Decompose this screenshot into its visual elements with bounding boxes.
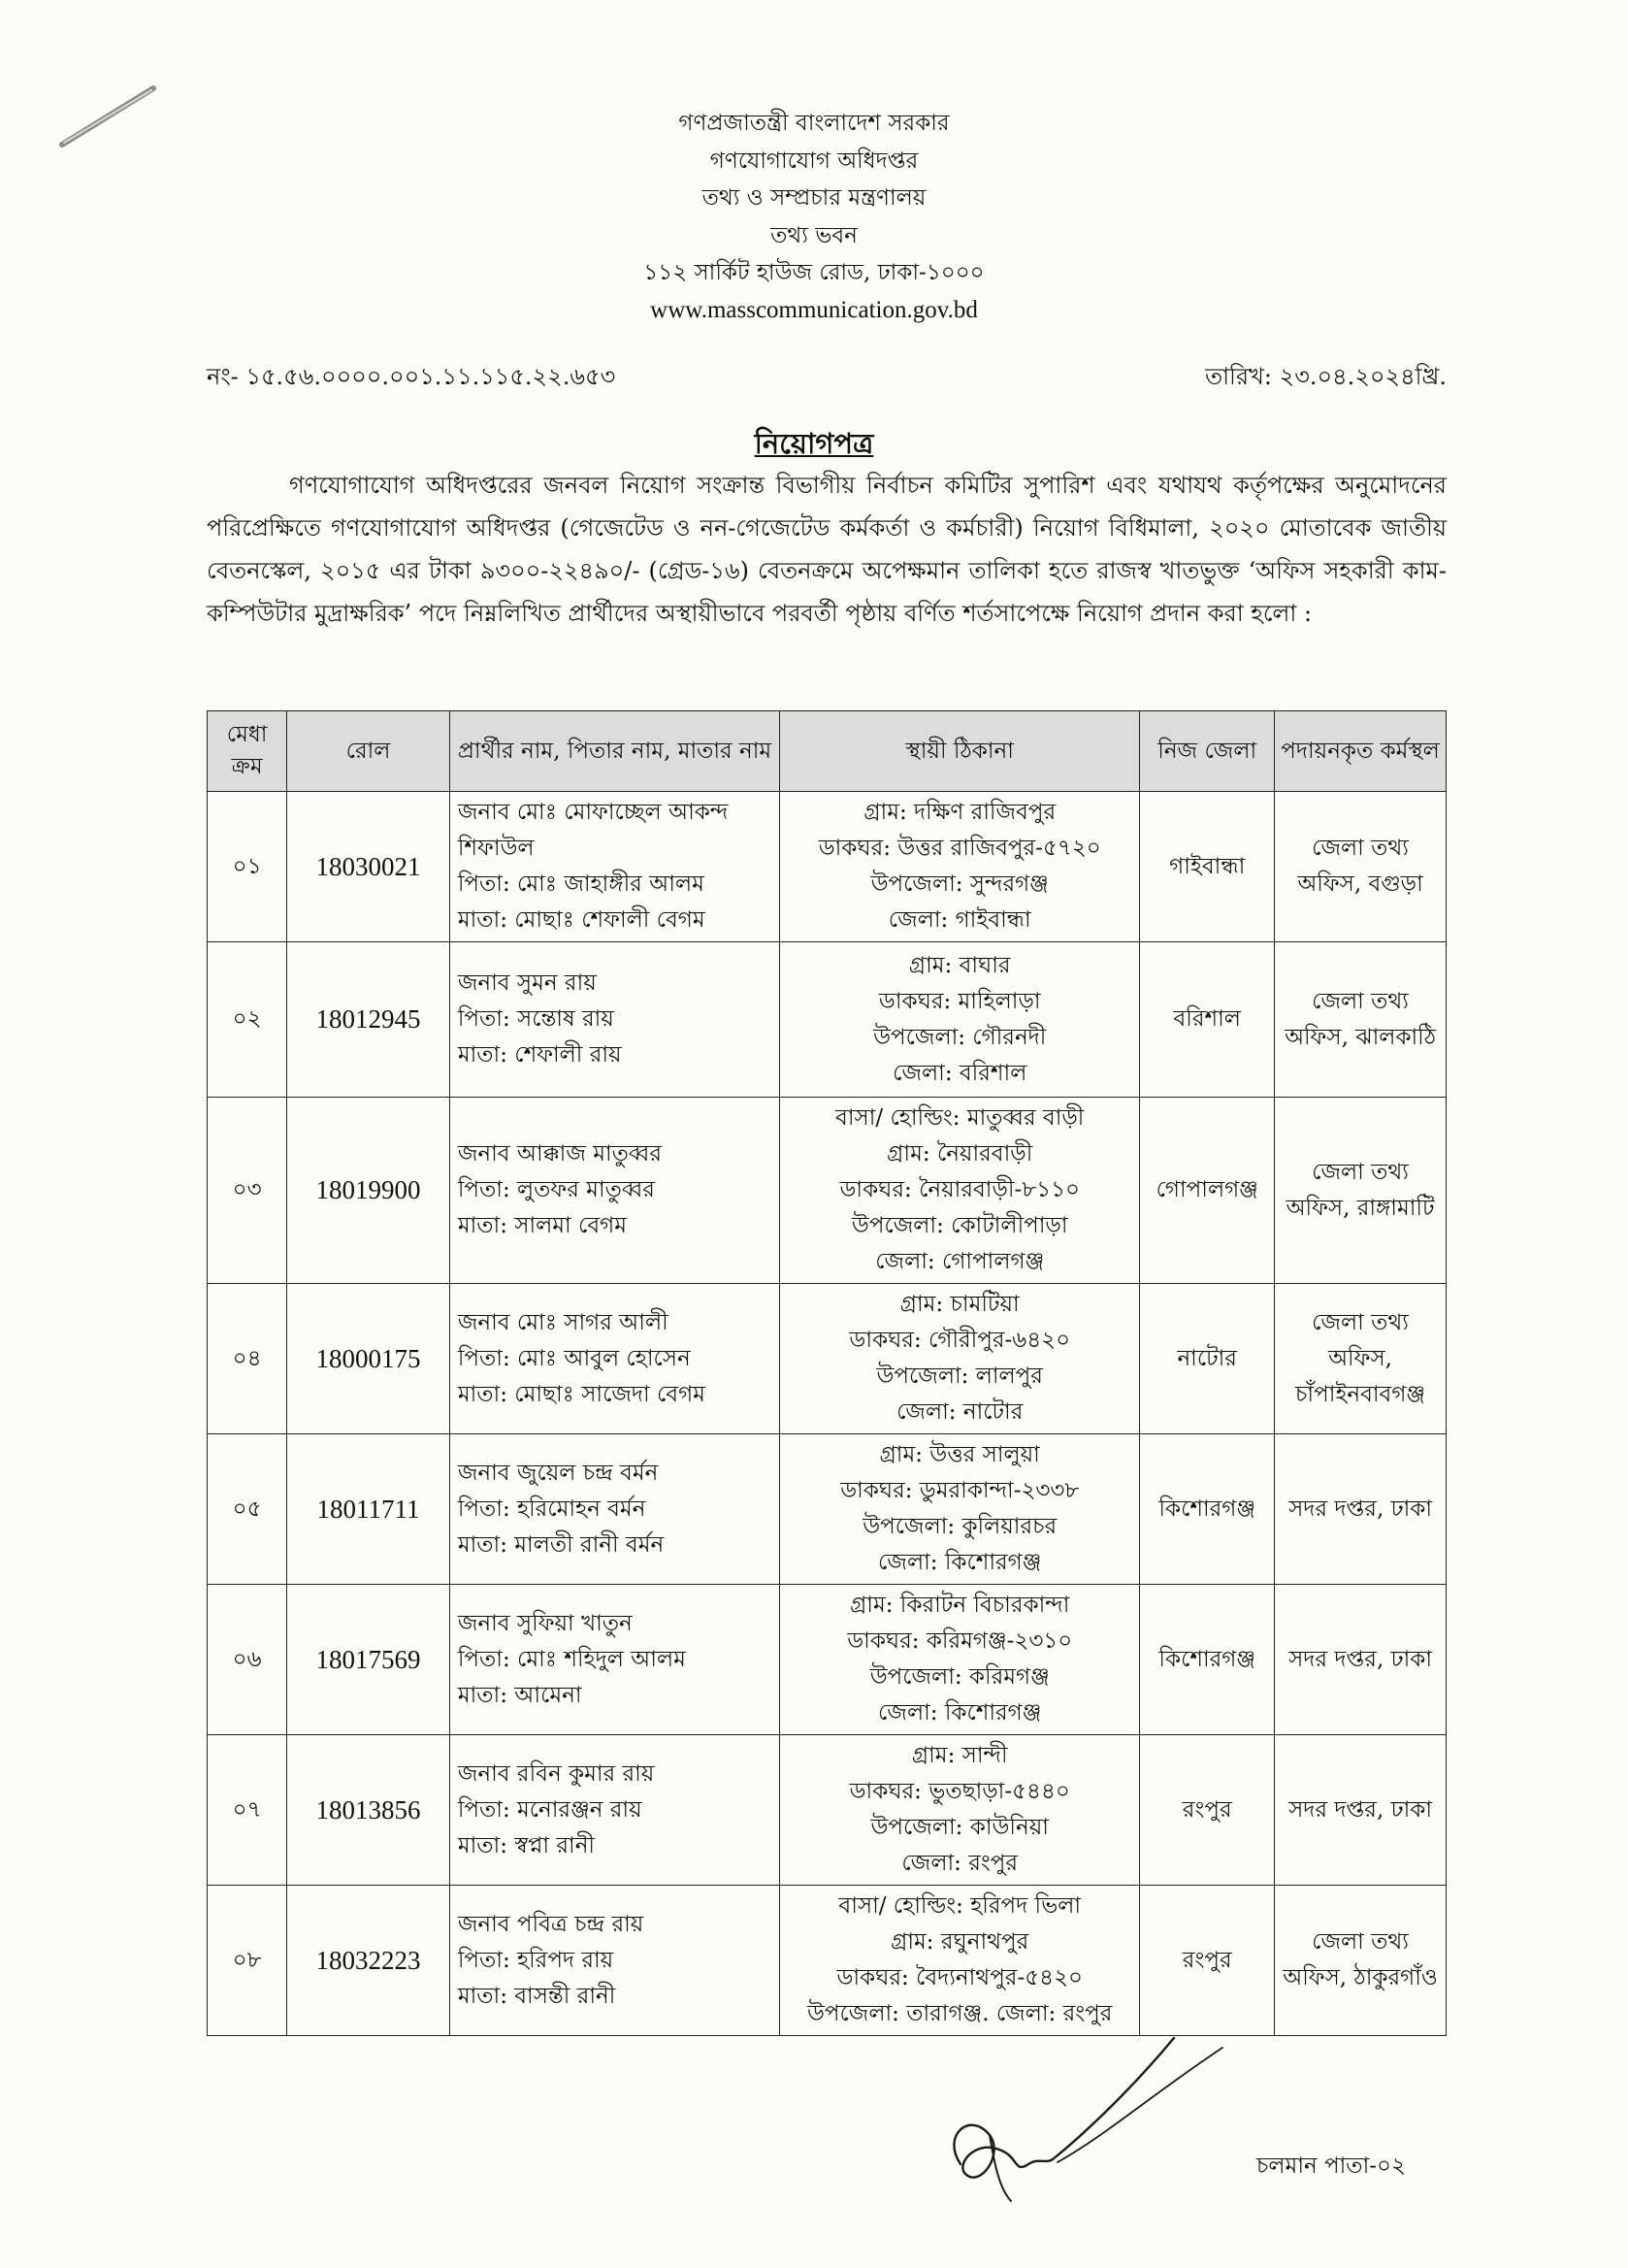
cell-posting: জেলা তথ্য অফিস, চাঁপাইনবাবগঞ্জ xyxy=(1275,1284,1447,1434)
address-line: উপজেলা: লালপুর xyxy=(876,1364,1043,1389)
candidate-line: জনাব আক্কাজ মাতুব্বর xyxy=(457,1141,662,1167)
candidate-line: পিতা: মোঃ শহিদুল আলম xyxy=(457,1646,686,1672)
reference-row xyxy=(207,359,1447,398)
address-line: ডাকঘর: নৈয়ারবাড়ী-৮১১০ xyxy=(839,1177,1080,1202)
address-line: গ্রাম: নৈয়ারবাড়ী xyxy=(887,1141,1033,1167)
address-line: জেলা: নাটোর xyxy=(896,1399,1024,1425)
table-row xyxy=(208,1098,1447,1284)
cell-roll: 18019900 xyxy=(287,1098,450,1284)
address-line: জেলা: গোপালগঞ্জ xyxy=(875,1249,1045,1274)
cell-roll: 18017569 xyxy=(287,1585,450,1735)
letterhead-building: তথ্য ভবন xyxy=(770,222,858,248)
candidate-line: পিতা: হরিপদ রায় xyxy=(457,1947,614,1973)
candidate-line: মাতা: সালমা বেগম xyxy=(457,1213,627,1238)
cell-candidate xyxy=(449,1886,779,2036)
address-line: ডাকঘর: বৈদ্যনাথপুর-৫৪২০ xyxy=(836,1965,1083,1990)
address-line: ডাকঘর: করিমগঞ্জ-২৩১০ xyxy=(847,1628,1073,1654)
cell-home-district: বরিশাল xyxy=(1140,942,1275,1098)
cell-candidate xyxy=(449,1434,779,1585)
header-merit: মেধা ক্রম xyxy=(208,711,287,792)
cell-posting: সদর দপ্তর, ঢাকা xyxy=(1275,1585,1447,1735)
address-line: উপজেলা: কোটালীপাড়া xyxy=(851,1213,1068,1238)
address-line: গ্রাম: কিরাটন বিচারকান্দা xyxy=(850,1593,1070,1618)
cell-candidate xyxy=(449,1284,779,1434)
candidate-line: পিতা: লুতফর মাতুব্বর xyxy=(457,1177,655,1202)
cell-candidate xyxy=(449,942,779,1098)
header-address: স্থায়ী ঠিকানা xyxy=(780,711,1140,792)
intro-paragraph: গণযোগাযোগ অধিদপ্তরের জনবল নিয়োগ সংক্রান্ত বিভাগীয় নির্বাচন কমিটির সুপারিশ এবং যথাযথ কর্তৃপক্ষের অনুমোদনের পরিপ্রেক্ষিতে গণযোগাযোগ অধিদপ্তর (গেজেটেড ও নন-গেজেটেড কর্মকর্তা ও কর্মচারী) নিয়োগ বিধিমালা, ২০২০ মোতাবেক জাতীয় বেতনস্কেল, ২০১৫ এর টাকা ৯৩০০-২২৪৯০/- (গ্রেড-১৬) বেতনক্রমে অপেক্ষমান তালিকা হতে রাজস্ব খাতভুক্ত ‘অফিস সহকারী কাম-কম্পিউটার মুদ্রাক্ষরিক’ পদে নিম্নলিখিত প্রার্থীদের অস্থায়ীভাবে পরবর্তী পৃষ্ঠায় বর্ণিত শর্তসাপেক্ষে নিয়োগ প্রদান করা হলো : xyxy=(207,472,1447,627)
cell-candidate xyxy=(449,1585,779,1735)
candidate-line: পিতা: সন্তোষ রায় xyxy=(457,1006,614,1032)
cell-roll: 18030021 xyxy=(287,792,450,942)
candidate-line: পিতা: মোঃ জাহাঙ্গীর আলম xyxy=(457,871,704,897)
candidate-line: পিতা: মনোরঞ্জন রায় xyxy=(457,1796,642,1823)
candidate-line: জনাব পবিত্র চন্দ্র রায় xyxy=(457,1911,644,1937)
cell-address xyxy=(780,942,1140,1098)
header-district: নিজ জেলা xyxy=(1140,711,1275,792)
address-line: জেলা: কিশোরগঞ্জ xyxy=(878,1550,1042,1575)
document-title: নিয়োগপত্র xyxy=(754,427,874,460)
cell-posting: জেলা তথ্য অফিস, বগুড়া xyxy=(1275,792,1447,942)
table-row xyxy=(208,942,1447,1098)
cell-posting: সদর দপ্তর, ঢাকা xyxy=(1275,1434,1447,1585)
memo-date: তারিখ: ২৩.০৪.২০২৪খ্রি. xyxy=(1205,363,1447,390)
address-line: উপজেলা: করিমগঞ্জ xyxy=(869,1664,1050,1690)
address-line: গ্রাম: সান্দী xyxy=(911,1743,1008,1768)
cell-address xyxy=(780,1434,1140,1585)
memo-number: নং- ১৫.৫৬.০০০০.০০১.১১.১১৫.২২.৬৫৩ xyxy=(207,363,616,390)
cell-address xyxy=(780,1284,1140,1434)
cell-posting: জেলা তথ্য অফিস, রাঙ্গামাটি xyxy=(1275,1098,1447,1284)
cell-address xyxy=(780,792,1140,942)
cell-address xyxy=(780,1098,1140,1284)
candidate-line: জনাব সুমন রায় xyxy=(457,970,597,996)
address-line: উপজেলা: তারাগঞ্জ. জেলা: রংপুর xyxy=(807,2001,1113,2026)
candidate-line: মাতা: শেফালী রায় xyxy=(457,1042,622,1068)
address-line: জেলা: রংপুর xyxy=(901,1851,1019,1876)
address-line: গ্রাম: বাঘার xyxy=(908,952,1011,978)
letterhead-ministry: তথ্য ও সম্প্রচার মন্ত্রণালয় xyxy=(701,185,927,211)
cell-merit: ০৪ xyxy=(208,1284,287,1434)
continued-page-note: চলমান পাতা-০২ xyxy=(1256,2153,1406,2179)
cell-address xyxy=(780,1735,1140,1886)
header-posting: পদায়নকৃত কর্মস্থল xyxy=(1275,711,1447,792)
letterhead-government: গণপ্রজাতন্ত্রী বাংলাদেশ সরকার xyxy=(678,111,950,136)
header-roll: রোল xyxy=(287,711,450,792)
address-line: ডাকঘর: মাহিলাড়া xyxy=(878,988,1041,1014)
table-row xyxy=(208,1434,1447,1585)
address-line: উপজেলা: কাউনিয়া xyxy=(870,1815,1049,1840)
address-line: ডাকঘর: গৌরীপুর-৬৪২০ xyxy=(849,1328,1071,1353)
cell-home-district: রংপুর xyxy=(1140,1886,1275,2036)
candidate-line: মাতা: স্বপ্না রানী xyxy=(457,1832,595,1858)
address-line: জেলা: বরিশাল xyxy=(893,1060,1027,1086)
cell-candidate xyxy=(449,1098,779,1284)
table-row xyxy=(208,1585,1447,1735)
cell-merit: ০৮ xyxy=(208,1886,287,2036)
cell-posting: জেলা তথ্য অফিস, ঝালকাঠি xyxy=(1275,942,1447,1098)
candidate-line: পিতা: মোঃ আবুল হোসেন xyxy=(457,1345,691,1371)
candidate-line: মাতা: মোছাঃ সাজেদা বেগম xyxy=(457,1381,705,1407)
letterhead-department: গণযোগাযোগ অধিদপ্তর xyxy=(709,148,919,174)
address-line: গ্রাম: রঘুনাথপুর xyxy=(891,1929,1029,1955)
candidate-line: মাতা: মালতী রানী বর্মন xyxy=(457,1531,665,1558)
appointment-table xyxy=(207,710,1447,2036)
candidate-line: মাতা: মোছাঃ শেফালী বেগম xyxy=(457,907,705,933)
candidate-line: জনাব মোঃ মোফাচ্ছেল আকন্দ শিফাউল xyxy=(457,800,729,861)
address-line: গ্রাম: উত্তর সালুয়া xyxy=(879,1442,1040,1467)
address-line: বাসা/ হোল্ডিং: হরিপদ ভিলা xyxy=(838,1893,1082,1919)
cell-posting: সদর দপ্তর, ঢাকা xyxy=(1275,1735,1447,1886)
signature-graphic xyxy=(931,2019,1242,2213)
cell-home-district: নাটোর xyxy=(1140,1284,1275,1434)
candidate-line: পিতা: হরিমোহন বর্মন xyxy=(457,1496,646,1522)
cell-home-district: রংপুর xyxy=(1140,1735,1275,1886)
cell-merit: ০৩ xyxy=(208,1098,287,1284)
address-line: উপজেলা: সুন্দরগঞ্জ xyxy=(870,871,1049,897)
address-line: ডাকঘর: ভুতছাড়া-৫৪৪০ xyxy=(849,1779,1070,1804)
candidate-line: জনাব মোঃ সাগর আলী xyxy=(457,1309,668,1335)
cell-address xyxy=(780,1886,1140,2036)
cell-roll: 18012945 xyxy=(287,942,450,1098)
cell-candidate xyxy=(449,1735,779,1886)
cell-home-district: কিশোরগঞ্জ xyxy=(1140,1434,1275,1585)
cell-merit: ০১ xyxy=(208,792,287,942)
address-line: উপজেলা: কুলিয়ারচর xyxy=(863,1514,1058,1539)
address-line: জেলা: কিশোরগঞ্জ xyxy=(878,1700,1042,1726)
address-line: গ্রাম: দক্ষিণ রাজিবপুর xyxy=(863,800,1057,825)
cell-posting: জেলা তথ্য অফিস, ঠাকুরগাঁও xyxy=(1275,1886,1447,2036)
cell-home-district: কিশোরগঞ্জ xyxy=(1140,1585,1275,1735)
address-line: জেলা: গাইবান্ধা xyxy=(888,907,1031,933)
address-line: ডাকঘর: উত্তর রাজিবপুর-৫৭২০ xyxy=(818,836,1101,861)
cell-merit: ০৬ xyxy=(208,1585,287,1735)
cell-roll: 18011711 xyxy=(287,1434,450,1585)
candidate-line: মাতা: বাসন্তী রানী xyxy=(457,1983,616,2009)
cell-home-district: গোপালগঞ্জ xyxy=(1140,1098,1275,1284)
letterhead-website-link[interactable]: www.masscommunication.gov.bd xyxy=(650,296,978,323)
candidate-line: জনাব সুফিয়া খাতুন xyxy=(457,1610,633,1636)
table-header-row xyxy=(208,711,1447,792)
cell-address xyxy=(780,1585,1140,1735)
cell-merit: ০৭ xyxy=(208,1735,287,1886)
table-row xyxy=(208,1284,1447,1434)
address-line: গ্রাম: চামটিয়া xyxy=(899,1292,1020,1317)
cell-roll: 18013856 xyxy=(287,1735,450,1886)
header-name: প্রার্থীর নাম, পিতার নাম, মাতার নাম xyxy=(449,711,779,792)
cell-merit: ০৫ xyxy=(208,1434,287,1585)
cell-merit: ০২ xyxy=(208,942,287,1098)
cell-roll: 18000175 xyxy=(287,1284,450,1434)
address-line: ডাকঘর: ডুমরাকান্দা-২৩৩৮ xyxy=(840,1478,1080,1503)
candidate-line: জনাব রবিন কুমার রায় xyxy=(457,1760,655,1787)
table-row xyxy=(208,792,1447,942)
table-row xyxy=(208,1735,1447,1886)
letterhead xyxy=(0,105,1628,329)
candidate-line: মাতা: আমেনা xyxy=(457,1682,582,1708)
letterhead-address: ১১২ সার্কিট হাউজ রোড, ঢাকা-১০০০ xyxy=(643,260,985,285)
cell-candidate xyxy=(449,792,779,942)
candidate-line: জনাব জুয়েল চন্দ্র বর্মন xyxy=(457,1460,659,1486)
address-line: উপজেলা: গৌরনদী xyxy=(873,1024,1047,1050)
cell-roll: 18032223 xyxy=(287,1886,450,2036)
table-row xyxy=(208,1886,1447,2036)
cell-home-district: গাইবান্ধা xyxy=(1140,792,1275,942)
address-line: বাসা/ হোল্ডিং: মাতুব্বর বাড়ী xyxy=(835,1105,1085,1131)
